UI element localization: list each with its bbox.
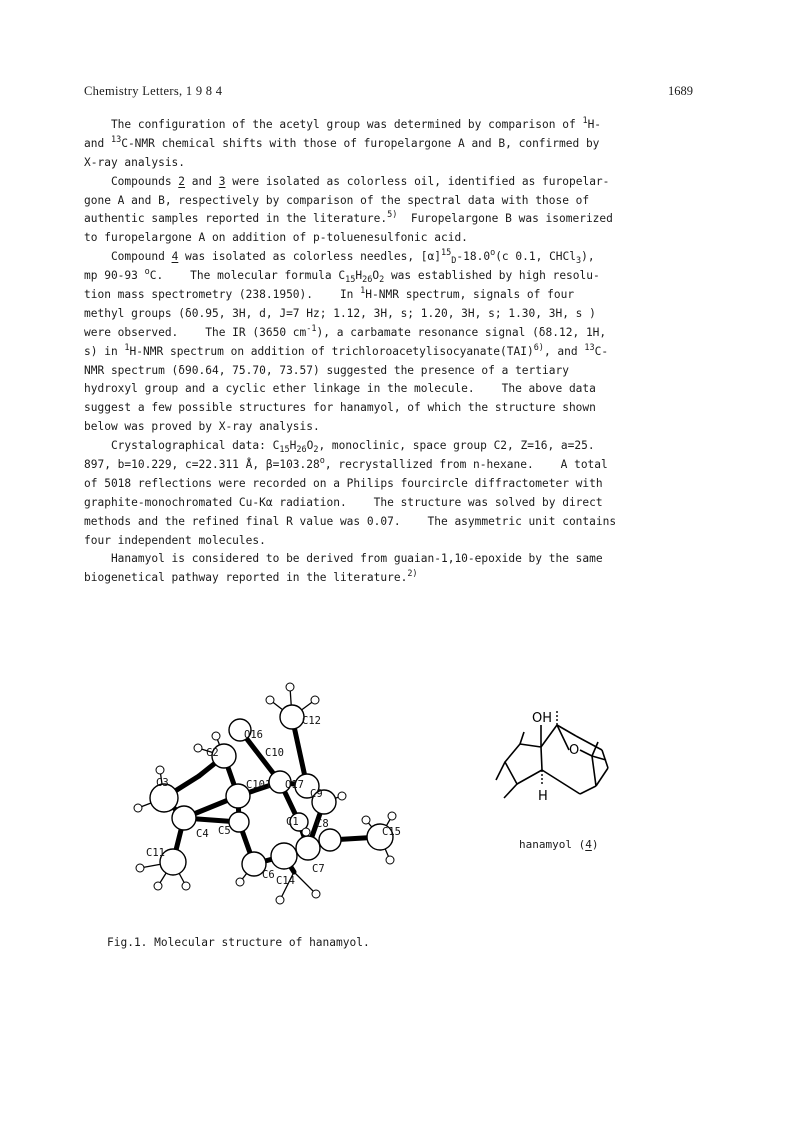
compound-number: 4	[585, 838, 592, 851]
text-run: was isolated as colorless needles, [α]	[178, 250, 441, 264]
bond	[592, 742, 598, 756]
atom-c7	[296, 836, 320, 860]
atom-h	[136, 864, 144, 872]
bond	[496, 762, 505, 780]
atom-label: C4	[196, 828, 209, 840]
text-run: below was proved by X-ray analysis.	[84, 420, 320, 434]
text-run: were isolated as colorless oil, identified as furopelar-	[225, 174, 610, 188]
text-run: and	[84, 136, 111, 150]
text-line	[84, 248, 704, 267]
text-run: 897, b=10.229, c=22.311 Å, β=103.28	[84, 458, 320, 472]
text-run: to furopelargone A on addition of p-toluenesulfonic acid.	[84, 231, 468, 245]
compound-number: 2	[178, 174, 186, 188]
superscript: o	[319, 456, 325, 467]
atom-label: C10	[265, 747, 284, 759]
subscript: 26	[362, 275, 373, 286]
atom-c8	[319, 829, 341, 851]
text-run: tion mass spectrometry (238.1950). In	[84, 288, 361, 302]
atom-h	[156, 766, 164, 774]
atom-h	[182, 882, 190, 890]
text-line	[84, 437, 704, 456]
text-run: NMR spectrum (δ90.64, 75.70, 73.57) suggested the presence of a tertiary	[84, 363, 569, 377]
atom-h	[134, 804, 142, 812]
text-run: Compound	[84, 250, 172, 264]
atom-h	[311, 696, 319, 704]
text-run: The configuration of the acetyl group was determined by comparison of	[84, 118, 583, 131]
text-line	[84, 399, 704, 418]
atom-c12	[280, 705, 304, 729]
text-run: H-NMR spectrum on addition of trichloroacetylisocyanate(TAI)	[129, 344, 534, 358]
superscript: o	[490, 248, 496, 259]
atom-group	[150, 705, 393, 876]
atom-c14	[271, 843, 297, 869]
superscript: 13	[110, 134, 122, 145]
superscript: 15	[441, 248, 452, 259]
atom-h	[236, 878, 244, 886]
structure-caption-close: )	[591, 838, 599, 851]
text-run: suggest a few possible structures for hanamyol, of which the structure shown	[84, 401, 596, 415]
superscript: 1	[360, 286, 366, 297]
atom-label: C7	[312, 863, 325, 875]
bond	[596, 768, 608, 786]
text-line	[84, 210, 704, 229]
text-line	[84, 513, 704, 532]
text-line	[84, 154, 704, 173]
atom-h	[266, 696, 274, 704]
text-run: O	[372, 269, 380, 283]
atom-label: C1	[286, 816, 299, 828]
text-run: hydroxyl group and a cyclic ether linkage in the molecule. The above data	[84, 382, 596, 396]
subscript: 15	[345, 275, 356, 286]
subscript: 26	[296, 445, 307, 456]
cyclopentane-ring	[505, 744, 542, 784]
text-line	[84, 229, 704, 248]
text-run: Hanamyol is considered to be derived from guaian-1,10-epoxide by the same	[84, 552, 603, 566]
text-run: four independent molecules.	[84, 533, 266, 547]
superscript: -1	[306, 323, 317, 334]
subscript: 15	[279, 445, 290, 456]
subscript: 2	[313, 445, 319, 456]
atom-label: C15	[382, 826, 401, 838]
text-run: Compounds	[84, 174, 179, 188]
superscript: 13	[584, 342, 595, 353]
text-line	[84, 456, 704, 475]
subscript: 3	[576, 256, 582, 267]
atom-label: C11	[146, 847, 165, 859]
atom-h	[154, 882, 162, 890]
body-text	[84, 116, 704, 588]
text-line	[84, 569, 704, 588]
text-line	[84, 475, 704, 494]
atom-h	[302, 828, 310, 836]
atom-h	[312, 890, 320, 898]
bond	[580, 750, 592, 756]
oh-label: OH	[532, 711, 553, 726]
atom-label: C8	[316, 818, 329, 830]
atom-label: C5	[218, 825, 231, 837]
text-run: Furopelargone B was isomerized	[397, 212, 613, 226]
text-run: H-NMR spectrum, signals of four	[365, 288, 575, 302]
text-run: X-ray analysis.	[84, 155, 186, 169]
text-run: ), a carbamate resonance signal (δ8.12, 1H,	[316, 325, 607, 339]
atom-h	[388, 812, 396, 820]
text-run: H	[289, 439, 297, 453]
bond-group	[164, 717, 380, 872]
atom-label: C2	[206, 747, 219, 759]
atom-label: C14	[276, 875, 295, 887]
bond	[592, 756, 596, 786]
text-run: O	[306, 439, 314, 453]
h-label: H	[538, 789, 548, 804]
hanamyol-structure-figure	[494, 710, 634, 830]
superscript: 5)	[387, 210, 398, 221]
text-run: methods and the refined final R value was 0.07. The asymmetric unit contains	[84, 514, 617, 528]
compound-number: 4	[171, 250, 179, 264]
text-run: Crystalographical data: C	[84, 439, 280, 453]
atom-h	[194, 744, 202, 752]
text-run: C. The molecular formula C	[149, 269, 346, 283]
text-line	[84, 267, 704, 286]
atom-h	[212, 732, 220, 740]
text-run: methyl groups (δ0.95, 3H, d, J=7 Hz; 1.12, 3H, s; 1.20, 3H, s; 1.30, 3H, s )	[84, 306, 596, 320]
text-line	[84, 380, 704, 399]
bond	[520, 732, 524, 744]
atom-label: C101	[246, 779, 272, 791]
text-line	[84, 135, 704, 154]
text-line	[84, 362, 704, 381]
text-run: , and	[543, 344, 585, 358]
text-run: biogenetical pathway reported in the literature.	[84, 571, 408, 585]
subscript: D	[451, 256, 457, 267]
text-run: graphite-monochromated Cu-Kα radiation. The structure was solved by direct	[84, 495, 603, 509]
structure-caption	[519, 838, 598, 851]
atom-label: O16	[244, 729, 263, 741]
bond	[580, 786, 596, 794]
text-run: were observed. The IR (3650 cm	[84, 325, 307, 339]
text-line	[84, 343, 704, 362]
text-run: was established by high resolu-	[384, 269, 600, 283]
text-line	[84, 173, 704, 192]
atom-label: C12	[302, 715, 321, 727]
text-run: gone A and B, respectively by comparison of the spectral data with those of	[84, 193, 590, 207]
text-run: , monoclinic, space group C2, Z=16, a=25.	[318, 439, 595, 453]
text-run: H-	[587, 118, 602, 131]
bond	[504, 784, 517, 798]
superscript: 6)	[533, 342, 544, 353]
text-line	[84, 305, 704, 324]
text-run: mp 90-93	[84, 269, 145, 283]
text-line	[84, 116, 704, 135]
text-line	[84, 286, 704, 305]
atom-h	[338, 792, 346, 800]
text-run: of 5018 reflections were recorded on a Philips fourcircle diffractometer with	[84, 476, 603, 490]
atom-c5	[229, 812, 249, 832]
atom-h	[362, 816, 370, 824]
journal-header: Chemistry Letters, 1 9 8 4	[84, 84, 223, 98]
atom-label: C6	[262, 869, 275, 881]
atom-label: O17	[285, 779, 304, 791]
structure-caption-text: hanamyol (	[519, 838, 586, 851]
text-line	[84, 532, 704, 551]
atom-c4	[172, 806, 196, 830]
subscript: 2	[379, 275, 385, 286]
atom-h	[286, 683, 294, 691]
bond	[541, 725, 557, 747]
superscript: 2)	[407, 569, 418, 580]
ether-oxygen-label: O	[569, 743, 580, 758]
text-run: C-	[594, 344, 609, 358]
text-run: ),	[581, 250, 595, 264]
superscript: o	[144, 267, 150, 278]
atom-h	[276, 896, 284, 904]
molecular-structure-figure	[120, 672, 420, 912]
text-line	[84, 324, 704, 343]
text-run: s) in	[84, 344, 125, 358]
text-line	[84, 550, 704, 569]
page-number: 1689	[668, 84, 693, 98]
text-line	[84, 418, 704, 437]
text-run: , recrystallized from n-hexane. A total	[324, 458, 608, 472]
superscript: 1	[582, 116, 588, 126]
compound-number: 3	[218, 174, 226, 188]
figure-caption: Fig.1. Molecular structure of hanamyol.	[107, 936, 370, 949]
atom-h	[386, 856, 394, 864]
text-run: -18.0	[456, 250, 491, 264]
bond	[294, 872, 316, 894]
skeleton	[496, 725, 608, 798]
atom-label: C9	[310, 788, 323, 800]
text-run: H	[355, 269, 363, 283]
superscript: 1	[124, 342, 130, 353]
text-line	[84, 494, 704, 513]
text-run: C-NMR chemical shifts with those of furopelargone A and B, confirmed by	[121, 136, 600, 150]
text-line	[84, 192, 704, 211]
text-run: (c 0.1, CHCl	[495, 250, 577, 264]
text-run: authentic samples reported in the literature.	[84, 212, 388, 226]
atom-label: C3	[156, 777, 169, 789]
text-run: and	[185, 174, 219, 188]
